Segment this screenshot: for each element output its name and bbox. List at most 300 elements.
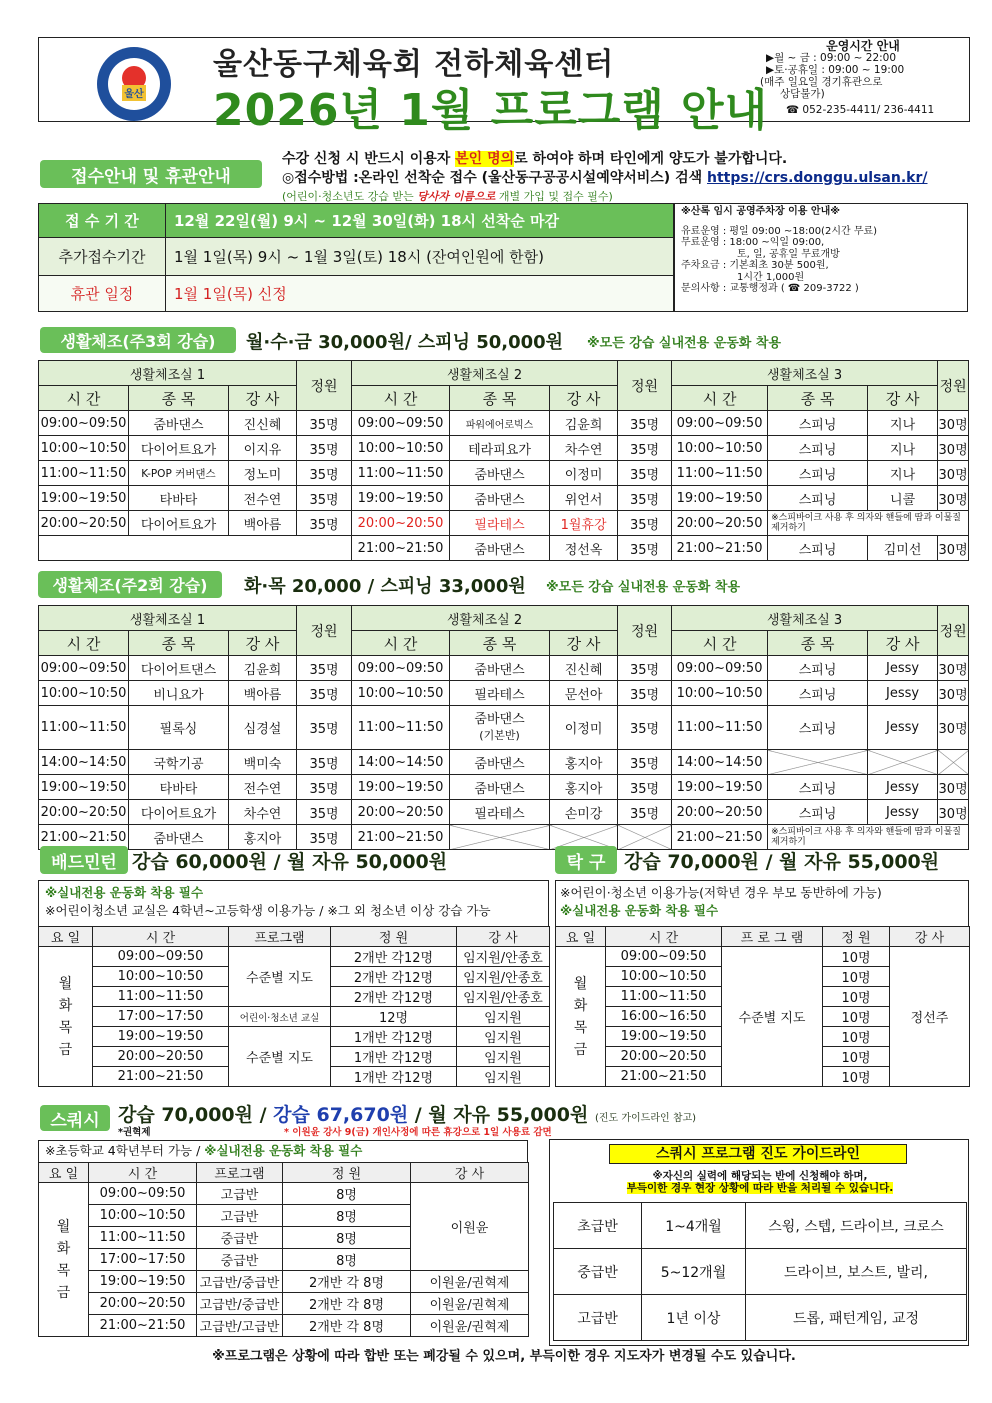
schedule-cell: 11:00~11:50 (352, 706, 450, 750)
day-label: 화 (58, 997, 73, 1014)
time-cell: 19:00~19:50 (606, 1027, 722, 1047)
day-label: 화 (573, 997, 588, 1014)
notice-url-link[interactable]: https://crs.donggu.ulsan.kr/ (707, 170, 928, 186)
schedule-cell: 백아름 (229, 511, 297, 536)
schedule-cell: 이정미 (550, 461, 618, 486)
schedule-cell: 스피닝 (768, 461, 868, 486)
schedule-cell: 11:00~11:50 (672, 461, 768, 486)
day-label: 월 (58, 975, 73, 992)
schedule-cell: 20:00~20:50 (352, 511, 450, 536)
badminton-tag: 배드민턴 (40, 846, 128, 874)
schedule-cell: 다이어트요가 (129, 800, 229, 825)
day-label: 목 (56, 1262, 71, 1279)
col-header: 강 사 (868, 631, 938, 656)
schedule-cell: 35명 (297, 436, 352, 461)
hours-weekday: ▶월 ~ 금 : 09:00 ~ 22:00 (766, 52, 897, 64)
schedule-cell: 30명 (938, 656, 969, 681)
cap-header: 정원 (297, 361, 352, 411)
col-header: 요 일 (39, 927, 93, 947)
table-row (39, 656, 969, 681)
schedule-cell: 타바타 (129, 775, 229, 800)
schedule-cell: 필라테스 (450, 800, 550, 825)
time-cell: 20:00~20:50 (89, 1293, 197, 1315)
guide-note2: 부득이한 경우 현장 상황에 따라 반을 처리될 수 있습니다. (626, 1182, 894, 1194)
time-cell: 19:00~19:50 (89, 1271, 197, 1293)
schedule-cell: 홍지아 (550, 750, 618, 775)
reg-label: 접 수 기 간 (39, 204, 166, 238)
col-header: 강 사 (868, 386, 938, 411)
program-cell: 고급반/고급반 (197, 1315, 283, 1337)
table-row (39, 1183, 529, 1205)
squash-price-note: (진도 가이드라인 참고) (594, 1113, 697, 1124)
time-cell: 17:00~17:50 (89, 1249, 197, 1271)
day-label: 금 (56, 1284, 71, 1301)
time-cell: 17:00~17:50 (93, 1007, 229, 1027)
program-cell: 수준별 지도 (722, 947, 823, 1087)
table-row (39, 461, 969, 486)
teacher-cell: 이원윤/권혁제 (411, 1293, 529, 1315)
schedule-cell: 21:00~21:50 (352, 825, 450, 850)
time-cell: 20:00~20:50 (93, 1047, 229, 1067)
empty-cell (938, 750, 969, 775)
hours-note: (매주 일요일 경기휴관으로 (760, 76, 883, 88)
org-name: 울산동구체육회 전하체육센터 (213, 47, 615, 82)
table-row (39, 681, 969, 706)
table-row (556, 947, 970, 967)
parking-line: 문의사항 : 교통행정과 ( ☎ 209-3722 ) (681, 283, 859, 294)
notice-line2-text: ◎접수방법 :온라인 선착순 접수 (울산동구공공시설예약서비스) 검색 (282, 170, 708, 186)
squash-table (38, 1162, 529, 1337)
col-header: 강 사 (411, 1163, 529, 1183)
schedule-cell: 김윤희 (229, 656, 297, 681)
schedule-cell: 09:00~09:50 (39, 411, 129, 436)
room-header: 생활체조실 1 (39, 361, 297, 386)
schedule-cell: 10:00~10:50 (352, 681, 450, 706)
table-row (39, 536, 969, 561)
schedule-cell: 김윤희 (550, 411, 618, 436)
schedule-cell: 35명 (618, 706, 672, 750)
teacher-cell: 임지원 (457, 1027, 550, 1047)
time-cell: 21:00~21:50 (89, 1315, 197, 1337)
schedule-cell: 니콜 (868, 486, 938, 511)
table-row (554, 1295, 967, 1341)
notice-tag: 접수안내 및 휴관안내 (40, 160, 262, 188)
time-cell: 21:00~21:50 (93, 1067, 229, 1087)
room-header: 생활체조실 2 (352, 361, 618, 386)
schedule-text: 줌바댄스 (474, 711, 525, 727)
time-cell: 11:00~11:50 (606, 987, 722, 1007)
schedule-cell: Jessy (868, 706, 938, 750)
schedule-cell: 35명 (297, 656, 352, 681)
guide-cell: 고급반 (554, 1295, 642, 1341)
day-label: 화 (56, 1240, 71, 1257)
schedule-cell: 차수연 (550, 436, 618, 461)
tabletennis-note2: ※실내전용 운동화 착용 필수 (560, 903, 719, 918)
capacity-cell: 2개반 각 8명 (283, 1293, 411, 1315)
schedule-cell: 진신혜 (229, 411, 297, 436)
program-cell: 고급반 (197, 1183, 283, 1205)
teacher-cell: 임지원/안종호 (457, 947, 550, 967)
reg-label: 추가접수기간 (39, 238, 166, 276)
schedule-cell: 35명 (297, 706, 352, 750)
schedule-cell: 35명 (297, 411, 352, 436)
schedule-cell: 다이어트댄스 (129, 656, 229, 681)
schedule-cell: 백아름 (229, 681, 297, 706)
guide-cell: 중급반 (554, 1249, 642, 1295)
schedule-cell: 줌바댄스 (450, 656, 550, 681)
cap-header: 정원 (297, 606, 352, 656)
guide-cell: 1년 이상 (642, 1295, 746, 1341)
notice-line1-highlight: 본인 명의 (455, 151, 515, 167)
tabletennis-note1: ※어린이·청소년 이용가능(저학년 경우 부모 동반하에 가능) (560, 885, 882, 900)
schedule-cell: 35명 (618, 511, 672, 536)
room-header: 생활체조실 3 (672, 361, 938, 386)
col-header: 강 사 (229, 631, 297, 656)
col-header: 시 간 (39, 631, 129, 656)
time-cell: 21:00~21:50 (606, 1067, 722, 1087)
parking-line: 1시간 1,000원 (737, 271, 805, 283)
cap-header: 정원 (938, 606, 969, 656)
guide-cell: 스윙, 스텝, 드라이브, 크로스 (746, 1203, 967, 1249)
page-title: 2026년 1월 프로그램 안내 (213, 85, 769, 136)
schedule-cell: Jessy (868, 656, 938, 681)
program-cell: 어린이·청소년 교실 (229, 1007, 331, 1027)
schedule-cell: 21:00~21:50 (39, 825, 129, 850)
tabletennis-notes (555, 880, 969, 926)
teacher-cell: 임지원/안종호 (457, 987, 550, 1007)
program-cell: 중급반 (197, 1249, 283, 1271)
schedule-cell: 심경설 (229, 706, 297, 750)
guide-cell: 1~4개월 (642, 1203, 746, 1249)
schedule-cell: 스피닝 (768, 775, 868, 800)
notice-line3 (282, 188, 613, 204)
teacher-cell: 임지원 (457, 1007, 550, 1027)
col-header: 시 간 (672, 631, 768, 656)
logo-center-text: 울산 (124, 89, 144, 100)
tabletennis-tag: 탁 구 (555, 846, 617, 874)
day-label: 월 (56, 1218, 71, 1235)
notice-line2 (282, 167, 928, 187)
schedule-cell: 1월휴강 (550, 511, 618, 536)
squash-note-b: ※실내전용 운동화 착용 필수 (204, 1143, 363, 1158)
schedule-cell: 30명 (938, 800, 969, 825)
notice-line3-a: (어린이·청소년도 강습 받는 (282, 190, 418, 203)
schedule-cell: 전수연 (229, 486, 297, 511)
schedule-cell: 19:00~19:50 (672, 486, 768, 511)
aerobic2-price: 화·목 20,000 / 스피닝 33,000원 (244, 576, 526, 597)
table-row (39, 947, 550, 967)
aerobic2-schedule-table (38, 605, 969, 850)
schedule-cell: 줌바댄스 (450, 486, 550, 511)
reg-value: 12월 22일(월) 9시 ~ 12월 30일(화) 18시 선착순 마감 (166, 204, 674, 238)
notice-line3-em: 당사자 이름으로 (417, 190, 496, 203)
schedule-cell: 이정미 (550, 706, 618, 750)
squash-sub-red: * 이원윤 강사 9(금) 개인사정에 따른 휴강으로 1일 사용료 감면 (284, 1127, 552, 1138)
schedule-cell: 스피닝 (768, 706, 868, 750)
col-header: 종 목 (768, 631, 868, 656)
schedule-cell: 차수연 (229, 800, 297, 825)
schedule-cell: 09:00~09:50 (672, 411, 768, 436)
schedule-cell: 지나 (868, 461, 938, 486)
col-header: 종 목 (450, 631, 550, 656)
notice-line1-a: 수강 신청 시 반드시 이용자 (282, 151, 456, 167)
schedule-cell: 09:00~09:50 (39, 656, 129, 681)
schedule-cell: 35명 (297, 486, 352, 511)
schedule-cell (450, 706, 550, 750)
program-cell: 고급반/중급반 (197, 1293, 283, 1315)
schedule-cell: 30명 (938, 436, 969, 461)
capacity-cell: 2개반 각12명 (331, 947, 457, 967)
schedule-cell: 스피닝 (768, 411, 868, 436)
schedule-cell: 10:00~10:50 (352, 436, 450, 461)
table-row (39, 706, 969, 750)
guide-cell: 초급반 (554, 1203, 642, 1249)
empty-cell (39, 536, 352, 561)
squash-price (118, 1100, 696, 1127)
time-cell: 20:00~20:50 (606, 1047, 722, 1067)
schedule-cell: 줌바댄스 (450, 461, 550, 486)
schedule-cell: 35명 (297, 775, 352, 800)
schedule-cell: 다이어트요가 (129, 436, 229, 461)
schedule-cell: 20:00~20:50 (352, 800, 450, 825)
schedule-cell: 정선옥 (550, 536, 618, 561)
footer-note: ※프로그램은 상황에 따라 합반 또는 폐강될 수 있으며, 부득이한 경우 지도자가 변경될 수도 있습니다. (212, 1349, 796, 1364)
schedule-cell: 19:00~19:50 (672, 775, 768, 800)
schedule-cell: 21:00~21:50 (672, 536, 768, 561)
teacher-cell: 임지원/안종호 (457, 967, 550, 987)
logo (95, 45, 173, 123)
time-cell: 19:00~19:50 (93, 1027, 229, 1047)
capacity-cell: 10명 (823, 1027, 890, 1047)
col-header: 강 사 (457, 927, 550, 947)
empty-cell (618, 825, 672, 850)
day-label: 목 (573, 1019, 588, 1036)
col-header: 정 원 (331, 927, 457, 947)
capacity-cell: 2개반 각 8명 (283, 1315, 411, 1337)
day-cell (556, 947, 606, 1087)
parking-info (674, 203, 968, 312)
empty-cell (768, 750, 868, 775)
schedule-cell: 스피닝 (768, 436, 868, 461)
capacity-cell: 1개반 각12명 (331, 1067, 457, 1087)
schedule-cell: 지나 (868, 411, 938, 436)
schedule-cell: 21:00~21:50 (352, 536, 450, 561)
spinning-note: ※스피바이크 사용 후 의자와 핸들에 땀과 이물질 제거하기 (768, 825, 969, 850)
aerobic3-price: 월·수·금 30,000원/ 스피닝 50,000원 (246, 332, 564, 353)
schedule-cell: 30명 (938, 706, 969, 750)
parking-line: 유료운영 : 평일 09:00 ~18:00(2시간 무료) (681, 225, 878, 237)
teacher-cell: 임지원 (457, 1047, 550, 1067)
table-row (39, 511, 969, 536)
capacity-cell: 10명 (823, 967, 890, 987)
capacity-cell: 2개반 각12명 (331, 967, 457, 987)
spinning-note: ※스피바이크 사용 후 의자와 핸들에 땀과 이물질 제거하기 (768, 511, 969, 536)
schedule-cell: 문선아 (550, 681, 618, 706)
schedule-cell: Jessy (868, 681, 938, 706)
schedule-cell: 14:00~14:50 (352, 750, 450, 775)
schedule-cell: 30명 (938, 411, 969, 436)
registration-table (38, 203, 674, 312)
schedule-cell: 35명 (618, 436, 672, 461)
reg-value: 1월 1일(목) 9시 ~ 1월 3일(토) 18시 (잔여인원에 한함) (166, 238, 674, 276)
schedule-cell: 필라테스 (450, 681, 550, 706)
schedule-cell: 정노미 (229, 461, 297, 486)
schedule-cell: 20:00~20:50 (39, 511, 129, 536)
hours-title: 운영시간 안내 (826, 39, 900, 53)
schedule-cell: 35명 (618, 775, 672, 800)
aerobic3-schedule-table (38, 360, 969, 561)
schedule-cell: 비니요가 (129, 681, 229, 706)
badminton-note1: ※실내전용 운동화 착용 필수 (45, 885, 204, 900)
time-cell: 10:00~10:50 (89, 1205, 197, 1227)
table-row (39, 750, 969, 775)
teacher-cell: 이원윤/권혁제 (411, 1315, 529, 1337)
schedule-cell: 35명 (297, 461, 352, 486)
schedule-cell: 09:00~09:50 (352, 411, 450, 436)
guide-cell: 드롭, 패턴게임, 교정 (746, 1295, 967, 1341)
badminton-price: 강습 60,000원 / 월 자유 50,000원 (132, 851, 448, 873)
program-cell: 수준별 지도 (229, 1027, 331, 1087)
time-cell: 11:00~11:50 (89, 1227, 197, 1249)
schedule-cell: 14:00~14:50 (39, 750, 129, 775)
capacity-cell: 8명 (283, 1227, 411, 1249)
guide-cell: 드라이브, 보스트, 발리, (746, 1249, 967, 1295)
schedule-cell: 30명 (938, 461, 969, 486)
schedule-cell: 20:00~20:50 (672, 800, 768, 825)
aerobic2-note: ※모든 강습 실내전용 운동화 착용 (546, 580, 740, 595)
hours-block (760, 40, 966, 116)
tabletennis-price: 강습 70,000원 / 월 자유 55,000원 (624, 851, 940, 873)
table-row (39, 1315, 529, 1337)
schedule-cell: 35명 (297, 825, 352, 850)
schedule-cell: 30명 (938, 536, 969, 561)
table-row (39, 1293, 529, 1315)
notice-line1-b: 로 하여야 하며 타인에게 양도가 불가합니다. (514, 151, 788, 167)
cap-header: 정원 (618, 606, 672, 656)
guide-note1: ※자신의 실력에 해당되는 반에 신청해야 하며, (652, 1170, 868, 1182)
col-header: 프로그램 (197, 1163, 283, 1183)
schedule-cell: 스피닝 (768, 800, 868, 825)
capacity-cell: 1개반 각12명 (331, 1047, 457, 1067)
notice-line1 (282, 148, 787, 168)
schedule-cell: 19:00~19:50 (39, 486, 129, 511)
day-cell (39, 1183, 89, 1337)
table-row (39, 436, 969, 461)
schedule-cell: 35명 (618, 800, 672, 825)
capacity-cell: 10명 (823, 1007, 890, 1027)
basic-note: (기본반) (479, 728, 520, 742)
schedule-cell: 스피닝 (768, 656, 868, 681)
schedule-cell: 35명 (297, 681, 352, 706)
schedule-cell: 줌바댄스 (450, 750, 550, 775)
schedule-cell: 홍지아 (229, 825, 297, 850)
schedule-cell: 21:00~21:50 (672, 825, 768, 850)
schedule-cell: 줌바댄스 (129, 411, 229, 436)
badminton-note2: ※어린이청소년 교실은 4학년~고등학생 이용가능 / ※그 외 청소년 이상 강습 가능 (45, 903, 491, 918)
col-header: 프로그램 (229, 927, 331, 947)
squash-price-c: / 월 자유 55,000원 (408, 1104, 589, 1126)
col-header: 요 일 (556, 927, 606, 947)
schedule-cell: 35명 (618, 536, 672, 561)
squash-price-a: 강습 70,000원 / (118, 1104, 274, 1126)
schedule-cell: 35명 (618, 411, 672, 436)
schedule-cell: 20:00~20:50 (39, 800, 129, 825)
reg-value: 1월 1일(목) 신정 (166, 276, 674, 312)
schedule-cell: 35명 (618, 656, 672, 681)
table-row (554, 1203, 967, 1249)
squash-note-a: ※초등학교 4학년부터 가능 / (45, 1143, 205, 1158)
schedule-cell: 35명 (297, 750, 352, 775)
col-header: 프 로 그 램 (722, 927, 823, 947)
parking-line: 무료운영 : 18:00 ~익일 09:00, (681, 237, 825, 248)
table-row (39, 411, 969, 436)
schedule-cell: 전수연 (229, 775, 297, 800)
aerobic3-tag: 생활체조(주3회 강습) (40, 327, 236, 353)
capacity-cell: 10명 (823, 947, 890, 967)
schedule-cell: 필라테스 (450, 511, 550, 536)
col-header: 시 간 (352, 386, 450, 411)
schedule-cell: 10:00~10:50 (672, 681, 768, 706)
room-header: 생활체조실 1 (39, 606, 297, 631)
col-header: 강 사 (550, 631, 618, 656)
badminton-notes (38, 880, 549, 926)
squash-price-b: 강습 67,670원 (273, 1104, 409, 1126)
time-cell: 10:00~10:50 (93, 967, 229, 987)
notice-line3-b: 개별 가입 및 접수 필수) (495, 190, 613, 203)
schedule-cell: 줌바댄스 (129, 825, 229, 850)
schedule-cell: 홍지아 (550, 775, 618, 800)
schedule-cell: 35명 (618, 461, 672, 486)
capacity-cell: 10명 (823, 1047, 890, 1067)
time-cell: 11:00~11:50 (93, 987, 229, 1007)
squash-sub-left: *권혁제 (118, 1127, 151, 1138)
col-header: 시 간 (89, 1163, 197, 1183)
hours-weekend: ▶토·공휴일 : 09:00 ~ 19:00 (766, 64, 905, 76)
schedule-cell: 35명 (618, 681, 672, 706)
aerobic2-tag: 생활체조(주2회 강습) (38, 571, 222, 598)
schedule-cell: 이지유 (229, 436, 297, 461)
table-row (39, 775, 969, 800)
schedule-cell: 14:00~14:50 (672, 750, 768, 775)
day-label: 월 (573, 975, 588, 992)
badminton-table (38, 926, 550, 1087)
table-row (39, 1271, 529, 1293)
capacity-cell: 2개반 각 8명 (283, 1271, 411, 1293)
schedule-cell: 09:00~09:50 (672, 656, 768, 681)
aerobic3-note: ※모든 강습 실내전용 운동화 착용 (587, 336, 781, 351)
capacity-cell: 12명 (331, 1007, 457, 1027)
guide-cell: 5~12개월 (642, 1249, 746, 1295)
guide-table (553, 1202, 967, 1341)
col-header: 강 사 (550, 386, 618, 411)
schedule-cell: 30명 (938, 681, 969, 706)
guide-note (560, 1170, 960, 1194)
schedule-cell: 스피닝 (768, 486, 868, 511)
schedule-cell: 35명 (297, 800, 352, 825)
squash-tag: 스쿼시 (40, 1105, 110, 1131)
guide-title: 스쿼시 프로그램 진도 가이드라인 (609, 1144, 907, 1164)
time-cell: 16:00~16:50 (606, 1007, 722, 1027)
schedule-cell: 20:00~20:50 (672, 511, 768, 536)
capacity-cell: 8명 (283, 1249, 411, 1271)
schedule-cell: 35명 (618, 486, 672, 511)
day-cell (39, 947, 93, 1087)
col-header: 시 간 (606, 927, 722, 947)
col-header: 시 간 (39, 386, 129, 411)
schedule-cell: 30명 (938, 775, 969, 800)
table-row (39, 1007, 550, 1027)
col-header: 종 목 (768, 386, 868, 411)
